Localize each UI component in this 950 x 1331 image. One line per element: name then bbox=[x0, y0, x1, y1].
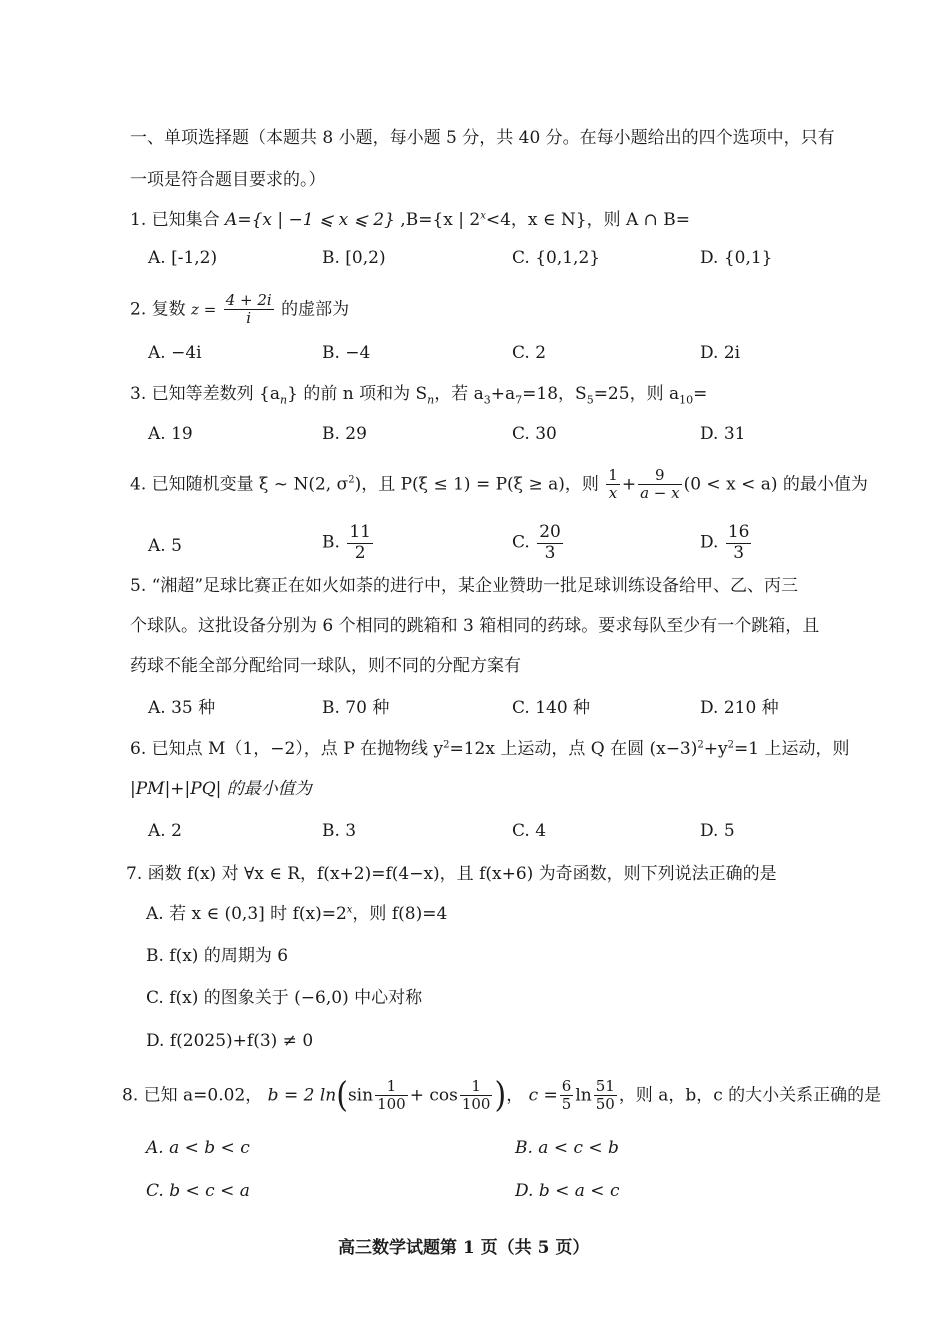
text: } 的前 n 项和为 S bbox=[287, 384, 428, 404]
numerator: 1 bbox=[460, 1078, 493, 1096]
cos: + cos bbox=[409, 1085, 458, 1106]
question-7-stem: 7. 函数 f(x) 对 ∀x ∈ R，f(x+2)=f(4−x)，且 f(x+6) 为奇函数，则下列说法正确的是 bbox=[126, 864, 777, 884]
section-heading-line1: 一、单项选择题（本题共 8 小题，每小题 5 分，共 40 分。在每小题给出的四个选项中，只有 bbox=[130, 128, 835, 148]
text: ，则 f(8)=4 bbox=[352, 904, 448, 924]
question-5-option-d[interactable]: D. 210 种 bbox=[700, 698, 779, 718]
question-3-option-c[interactable]: C. 30 bbox=[512, 424, 557, 444]
question-2-option-d[interactable]: D. 2i bbox=[700, 343, 741, 363]
question-7-option-a[interactable] bbox=[146, 904, 447, 924]
question-8-option-d[interactable]: D. b < a < c bbox=[515, 1181, 620, 1201]
lhs: z = bbox=[191, 300, 217, 319]
question-2-option-c[interactable]: C. 2 bbox=[512, 343, 547, 363]
subscript: n bbox=[280, 393, 288, 407]
question-4-option-b[interactable] bbox=[322, 523, 375, 563]
text: +y bbox=[703, 739, 728, 759]
question-5-option-c[interactable]: C. 140 种 bbox=[512, 698, 591, 718]
subscript: 3 bbox=[483, 393, 491, 407]
text: ， bbox=[506, 1085, 524, 1106]
denominator: 3 bbox=[733, 542, 745, 563]
text: ，则 a，b，c 的大小关系正确的是 bbox=[618, 1085, 882, 1106]
c-definition: c = bbox=[528, 1085, 558, 1106]
text: 已知随机变量 ξ ~ N(2, σ bbox=[151, 474, 349, 495]
text: 8. 已知 a=0.02， bbox=[122, 1085, 263, 1106]
question-number: 2. bbox=[130, 299, 147, 320]
text: ,B={x | 2 bbox=[394, 210, 481, 230]
question-5-line3: 药球不能全部分配给同一球队，则不同的分配方案有 bbox=[130, 656, 521, 676]
question-1-option-c[interactable]: C. {0,1,2} bbox=[512, 248, 601, 268]
question-1-option-d[interactable]: D. {0,1} bbox=[700, 248, 773, 268]
question-number: 3. bbox=[130, 384, 147, 404]
right-paren: ) bbox=[494, 1075, 507, 1116]
question-5-line2: 个球队。这批设备分别为 6 个相同的跳箱和 3 箱相同的药球。要求每队至少有一个跳箱，且 bbox=[130, 616, 820, 636]
numerator: 1 bbox=[608, 466, 618, 484]
question-3-option-d[interactable]: D. 31 bbox=[700, 424, 746, 444]
denominator: 100 bbox=[377, 1095, 406, 1114]
text: ，若 a bbox=[434, 384, 484, 404]
ln: ln bbox=[575, 1085, 592, 1106]
text: (0 < x < a) 的最小值为 bbox=[683, 474, 868, 495]
denominator: 5 bbox=[561, 1095, 572, 1114]
question-1-stem bbox=[130, 210, 690, 230]
question-6-option-c[interactable]: C. 4 bbox=[512, 821, 547, 841]
question-3-option-b[interactable]: B. 29 bbox=[322, 424, 367, 444]
page-footer: 高三数学试题第 1 页（共 5 页） bbox=[338, 1238, 590, 1258]
numerator: 6 bbox=[561, 1077, 572, 1095]
superscript: 2 bbox=[348, 474, 355, 486]
text: 已知集合 bbox=[151, 210, 226, 230]
question-6-line2: |PM|+|PQ| 的最小值为 bbox=[130, 779, 312, 799]
question-7-option-d[interactable]: D. f(2025)+f(3) ≠ 0 bbox=[146, 1031, 314, 1051]
text: =18，S bbox=[522, 384, 587, 404]
question-6-line1 bbox=[130, 739, 849, 759]
numerator: 16 bbox=[727, 522, 750, 542]
fraction-1-over-x bbox=[606, 467, 620, 503]
denominator: i bbox=[246, 309, 252, 328]
fraction-51-over-50 bbox=[594, 1078, 617, 1114]
numerator: 20 bbox=[539, 522, 561, 542]
question-7-option-c[interactable]: C. f(x) 的图象关于 (−6,0) 中心对称 bbox=[146, 988, 423, 1008]
question-8-option-a[interactable]: A. a < b < c bbox=[146, 1138, 250, 1158]
question-1-option-a[interactable]: A. [-1,2) bbox=[148, 248, 218, 268]
question-3-option-a[interactable]: A. 19 bbox=[148, 424, 193, 444]
subscript: 10 bbox=[679, 393, 694, 407]
superscript: 2 bbox=[443, 739, 450, 751]
superscript: 2 bbox=[697, 739, 704, 751]
numerator: 1 bbox=[375, 1078, 408, 1096]
text: +a bbox=[490, 384, 516, 404]
fraction-1-over-100 bbox=[375, 1078, 408, 1114]
text: 复数 bbox=[151, 299, 186, 320]
sin: sin bbox=[347, 1085, 374, 1106]
text: 已知等差数列 {a bbox=[151, 384, 280, 404]
question-2-option-b[interactable]: B. −4 bbox=[322, 343, 371, 363]
fraction bbox=[726, 523, 752, 563]
option-label: D. bbox=[700, 532, 719, 553]
denominator: x bbox=[608, 484, 618, 503]
option-label: B. bbox=[322, 532, 340, 553]
denominator: a − x bbox=[640, 484, 680, 503]
question-4-option-c[interactable] bbox=[512, 523, 565, 563]
subscript: n bbox=[427, 393, 435, 407]
option-label: C. bbox=[512, 532, 530, 553]
question-6-option-b[interactable]: B. 3 bbox=[322, 821, 357, 841]
fraction bbox=[224, 292, 274, 328]
question-6-option-d[interactable]: D. 5 bbox=[700, 821, 735, 841]
question-3-stem bbox=[130, 384, 708, 407]
question-5-option-b[interactable]: B. 70 种 bbox=[322, 698, 390, 718]
text: 的虚部为 bbox=[281, 299, 350, 320]
question-2-stem bbox=[130, 292, 349, 328]
subscript: 7 bbox=[515, 393, 523, 407]
superscript: x bbox=[346, 904, 353, 916]
numerator: 51 bbox=[595, 1077, 615, 1095]
text: =1 上运动，则 bbox=[734, 739, 850, 759]
numerator: 11 bbox=[349, 522, 371, 542]
numerator: 9 bbox=[638, 467, 682, 485]
question-6-option-a[interactable]: A. 2 bbox=[148, 821, 182, 841]
fraction-9-over-a-minus-x bbox=[638, 467, 682, 503]
numerator: 4 + 2i bbox=[225, 291, 272, 309]
question-8-stem bbox=[122, 1075, 882, 1116]
question-5-option-a[interactable]: A. 35 种 bbox=[148, 698, 216, 718]
question-2-option-a[interactable]: A. −4i bbox=[148, 343, 202, 363]
question-number: 1. bbox=[130, 210, 147, 230]
denominator: 2 bbox=[354, 542, 366, 563]
question-7-option-b[interactable]: B. f(x) 的周期为 6 bbox=[146, 946, 289, 966]
text: =25，则 a bbox=[593, 384, 680, 404]
section-heading-line2: 一项是符合题目要求的。） bbox=[130, 170, 326, 190]
text: A. 若 x ∈ (0,3] 时 f(x)=2 bbox=[146, 904, 347, 924]
denominator: 100 bbox=[461, 1095, 491, 1114]
text: )，且 P(ξ ≤ 1) = P(ξ ≥ a)，则 bbox=[354, 474, 599, 495]
text: 6. 已知点 M（1，−2），点 P 在抛物线 y bbox=[130, 739, 444, 759]
question-4-option-d[interactable] bbox=[700, 523, 753, 563]
question-number: 4. bbox=[130, 474, 147, 495]
superscript: 2 bbox=[727, 739, 734, 751]
fraction-6-over-5 bbox=[560, 1078, 574, 1114]
question-4-stem bbox=[130, 467, 868, 503]
subscript: 5 bbox=[586, 393, 594, 407]
denominator: 3 bbox=[544, 542, 556, 563]
question-8-option-c[interactable]: C. b < c < a bbox=[146, 1181, 250, 1201]
superscript: x bbox=[480, 210, 486, 222]
fraction-1-over-100 bbox=[460, 1078, 493, 1114]
question-1-option-b[interactable]: B. [0,2) bbox=[322, 248, 386, 268]
b-definition: b = 2 ln bbox=[267, 1085, 337, 1106]
text: =12x 上运动，点 Q 在圆 (x−3) bbox=[449, 739, 698, 759]
plus-sign: + bbox=[621, 474, 637, 495]
question-8-option-b[interactable]: B. a < c < b bbox=[515, 1138, 619, 1158]
question-5-line1: 5. “湘超”足球比赛正在如火如荼的进行中，某企业赞助一批足球训练设备给甲、乙、丙三 bbox=[130, 576, 799, 596]
text: <4，x ∈ N}，则 A ∩ B= bbox=[485, 210, 691, 230]
question-4-option-a[interactable]: A. 5 bbox=[148, 536, 182, 556]
set-a: A={x | −1 ⩽ x ⩽ 2} bbox=[225, 210, 395, 230]
left-paren: ( bbox=[336, 1075, 348, 1116]
denominator: 50 bbox=[595, 1095, 615, 1114]
fraction bbox=[347, 523, 373, 563]
text: = bbox=[693, 384, 708, 404]
fraction bbox=[537, 523, 563, 563]
